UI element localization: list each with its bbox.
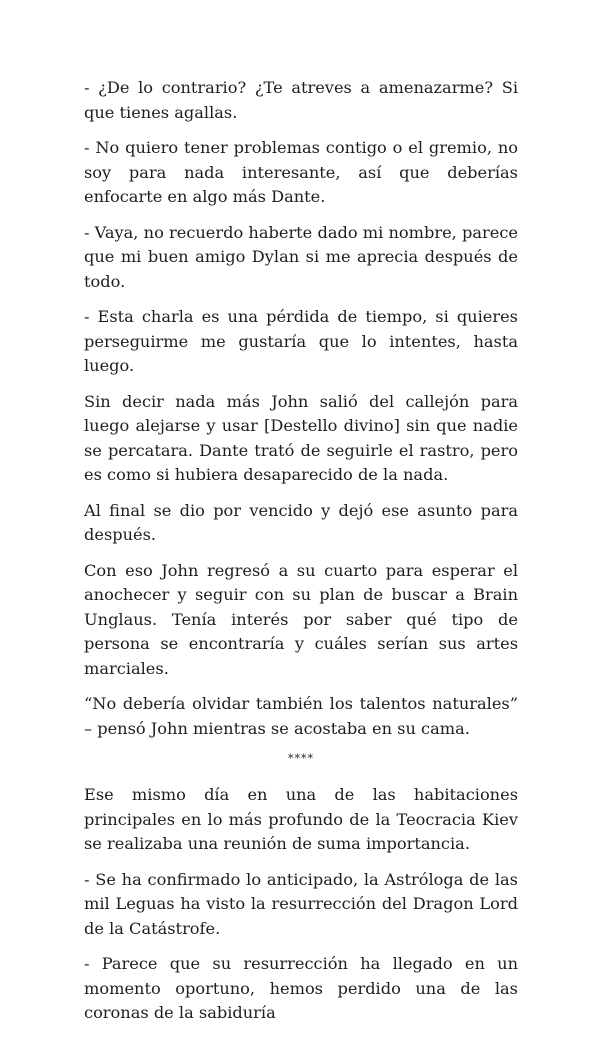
dialogue-paragraph: - No quiero tener problemas contigo o el gremio, no soy para nada interesante, así que deberías enfocarte en algo más Dante. <box>84 138 518 206</box>
narrative-paragraph: Al final se dio por vencido y dejó ese asunto para después. <box>84 500 518 544</box>
narrative-paragraph: Ese mismo día en una de las habitaciones principales en lo más profundo de la Teocracia Kiev se realizaba una reunión de suma importancia. <box>84 785 518 853</box>
dialogue-paragraph: - ¿De lo contrario? ¿Te atreves a amenazarme? Si que tienes agallas. <box>84 78 518 122</box>
thought-paragraph: “No debería olvidar también los talentos naturales” – pensó John mientras se acostaba en su cama. <box>84 694 518 738</box>
narrative-paragraph: Con eso John regresó a su cuarto para esperar el anochecer y seguir con su plan de buscar a Brain Unglaus. Tenía interés por saber qué tipo de persona se encontraría y cuáles serían sus artes marciales. <box>84 560 518 678</box>
dialogue-paragraph: - Vaya, no recuerdo haberte dado mi nombre, parece que mi buen amigo Dylan si me aprecia después de todo. <box>84 222 518 291</box>
dialogue-paragraph: - Se ha confirmado lo anticipado, la Astróloga de las mil Leguas ha visto la resurrección del Dragon Lord de la Catástrofe. <box>84 869 518 938</box>
scene-separator: **** <box>288 752 314 765</box>
dialogue-paragraph: - Esta charla es una pérdida de tiempo, si quieres perseguirme me gustaría que lo intentes, hasta luego. <box>84 307 518 375</box>
narrative-paragraph: Sin decir nada más John salió del callejón para luego alejarse y usar [Destello divino] sin que nadie se percatara. Dante trató de seguirle el rastro, pero es como si hubiera desaparecido de la nada. <box>84 391 518 484</box>
page-text <box>84 76 518 1037</box>
dialogue-paragraph: - Parece que su resurrección ha llegado en un momento oportuno, hemos perdido una de las coronas de la sabiduría <box>84 954 518 1022</box>
